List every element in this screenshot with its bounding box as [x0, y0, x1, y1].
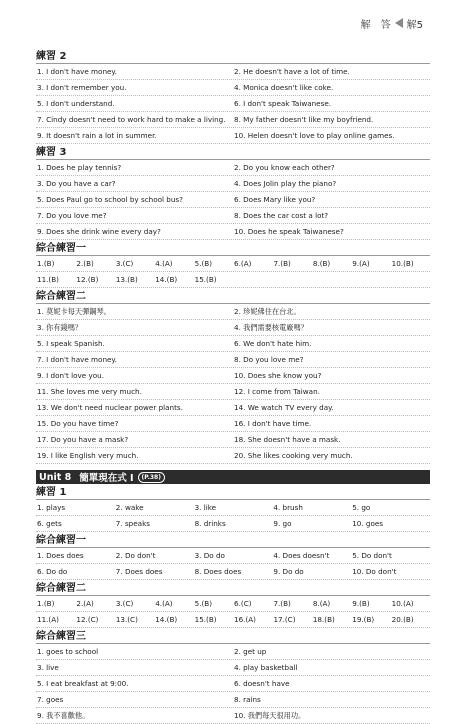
- answer-item: 7. speaks: [115, 519, 150, 528]
- answer-item: 14.(B): [155, 275, 178, 284]
- answer-item: 8. Does does: [194, 567, 242, 576]
- answer-item: [312, 272, 351, 287]
- answer-item: 5. Does Paul go to school by school bus?: [37, 195, 183, 204]
- answer-item: 2. 珍妮佛住在台北。: [234, 307, 301, 316]
- answer-row: [36, 64, 430, 80]
- answer-item: 10. Do don't: [352, 567, 397, 576]
- answer-item: 13.(B): [115, 275, 138, 284]
- answer-row: [36, 176, 430, 192]
- answer-item: 4.(A): [155, 599, 173, 608]
- answer-item: 1. 莫妮卡每天彈鋼琴。: [37, 307, 111, 316]
- arrow-icon: [395, 18, 403, 28]
- answer-row: [36, 304, 430, 320]
- answer-item: 7. I don't have money.: [37, 355, 117, 364]
- answer-item: 3. Do do: [194, 551, 225, 560]
- answer-item: 5. I don't understand.: [37, 99, 115, 108]
- answer-item: 12.(C): [76, 615, 99, 624]
- answer-row: [36, 676, 430, 692]
- answer-item: 8.(A): [312, 599, 331, 608]
- answer-item: 11. She loves me very much.: [37, 387, 142, 396]
- answer-row: [36, 400, 430, 416]
- answer-item: 6. doesn't have: [234, 679, 290, 688]
- answer-item: 16. I don't have time.: [234, 419, 312, 428]
- answer-item: 15.(B): [194, 275, 217, 284]
- answer-item: 4. Monica doesn't like coke.: [234, 83, 334, 92]
- answer-item: 10.(B): [391, 259, 414, 268]
- answer-row: [36, 448, 430, 464]
- answer-item: 6. We don't hate him.: [234, 339, 312, 348]
- answer-item: 8. drinks: [194, 519, 226, 528]
- answer-row: [36, 352, 430, 368]
- answer-item: 8. Does the car cost a lot?: [234, 211, 329, 220]
- answer-item: 4. 我們需要核電廠嗎？: [234, 323, 308, 332]
- answer-item: 18.(B): [312, 615, 335, 624]
- answer-item: 8. Do you love me?: [234, 355, 304, 364]
- answer-item: 5.(B): [194, 599, 213, 608]
- answer-row: [36, 224, 430, 240]
- answer-item: 2. Do don't: [115, 551, 156, 560]
- part-two: [36, 487, 430, 724]
- answer-item: 5.(B): [194, 259, 213, 268]
- answer-item: 5. Do don't: [352, 551, 392, 560]
- section-title: 練習 3: [36, 147, 430, 160]
- answer-row: [36, 692, 430, 708]
- section-title: 綜合練習一: [36, 535, 430, 548]
- answer-item: 3. live: [37, 663, 59, 672]
- answer-item: 4.(A): [155, 259, 173, 268]
- page-number: 解5: [406, 19, 423, 31]
- answer-item: 9. Does she drink wine every day?: [37, 227, 161, 236]
- answer-item: 9.(B): [352, 599, 370, 608]
- answer-row: [36, 564, 430, 580]
- answer-item: 5. go: [352, 503, 371, 512]
- answer-item: 5. I eat breakfast at 9:00.: [37, 679, 129, 688]
- answer-item: 6. Does Mary like you?: [234, 195, 316, 204]
- answer-item: 2. Do you know each other?: [234, 163, 335, 172]
- answer-item: [272, 272, 311, 287]
- answer-item: 3.(C): [115, 259, 134, 268]
- answer-row: [36, 80, 430, 96]
- answer-item: [351, 272, 390, 287]
- answer-row: [36, 500, 430, 516]
- answer-row: [36, 368, 430, 384]
- answer-row: [36, 96, 430, 112]
- section-title: 綜合練習三: [36, 631, 430, 644]
- answer-row: [36, 660, 430, 676]
- answer-row: [36, 160, 430, 176]
- unit-label: Unit 8: [39, 471, 72, 483]
- answer-item: 17. Do you have a mask?: [37, 435, 129, 444]
- answer-item: 19.(B): [352, 615, 375, 624]
- answer-item: 3. I don't remember you.: [37, 83, 127, 92]
- answer-item: 2. He doesn't have a lot of time.: [234, 67, 350, 76]
- section-title: 練習 1: [36, 487, 430, 500]
- section-title: 練習 2: [36, 51, 430, 64]
- answer-item: 2. get up: [234, 647, 267, 656]
- answer-content: [36, 48, 430, 724]
- answer-item: 15.(B): [194, 615, 217, 624]
- answer-row: [36, 128, 430, 144]
- answer-row: [36, 384, 430, 400]
- answer-row: [36, 432, 430, 448]
- answer-row: [36, 320, 430, 336]
- answer-item: 10. Does she know you?: [234, 371, 322, 380]
- answer-item: 12.(B): [76, 275, 99, 284]
- answer-row: [36, 596, 430, 612]
- answer-item: 2.(A): [76, 599, 94, 608]
- answer-row: [36, 112, 430, 128]
- answer-item: 1.(B): [37, 599, 55, 608]
- answer-item: 1. I don't have money.: [37, 67, 117, 76]
- answer-item: 1.(B): [37, 259, 55, 268]
- answer-item: 9. I don't love you.: [37, 371, 104, 380]
- answer-item: 4. brush: [273, 503, 303, 512]
- answer-item: 9. 我不喜歡他。: [37, 711, 90, 720]
- answer-item: 9.(A): [352, 259, 370, 268]
- answer-item: 10. Helen doesn't love to play online games.: [234, 131, 395, 140]
- answer-row: [36, 272, 430, 288]
- page-header: [361, 16, 423, 30]
- answer-item: 10. Does he speak Taiwanese?: [234, 227, 344, 236]
- answer-row: [36, 612, 430, 628]
- part-one: [36, 51, 430, 464]
- answer-item: 7.(B): [273, 259, 291, 268]
- answer-row: [36, 256, 430, 272]
- section-title: 綜合練習二: [36, 291, 430, 304]
- answer-item: 2. wake: [115, 503, 144, 512]
- section-title: 綜合練習一: [36, 243, 430, 256]
- answer-item: 5. I speak Spanish.: [37, 339, 105, 348]
- answer-item: 4. Does doesn't: [273, 551, 330, 560]
- answer-item: 4. Does Jolin play the piano?: [234, 179, 337, 188]
- answer-row: [36, 708, 430, 724]
- header-label: 解 答: [360, 19, 391, 31]
- answer-item: 3.(C): [115, 599, 134, 608]
- answer-item: 7.(B): [273, 599, 291, 608]
- answer-item: 18. She doesn't have a mask.: [234, 435, 341, 444]
- answer-item: 1. plays: [37, 503, 66, 512]
- answer-item: 4. play basketball: [234, 663, 298, 672]
- answer-row: [36, 192, 430, 208]
- answer-item: 7. goes: [37, 695, 64, 704]
- answer-item: 6.(A): [234, 259, 252, 268]
- answer-row: [36, 548, 430, 564]
- answer-item: 6. Do do: [37, 567, 68, 576]
- unit-banner: [36, 470, 430, 484]
- answer-item: 10.(A): [391, 599, 414, 608]
- answer-item: [233, 272, 272, 287]
- answer-item: 2.(B): [76, 259, 94, 268]
- unit-subtitle: 簡單現在式 I: [79, 473, 134, 484]
- answer-item: 9. It doesn't rain a lot in summer.: [37, 131, 157, 140]
- answer-row: [36, 516, 430, 532]
- answer-item: 1. Does does: [37, 551, 84, 560]
- answer-item: 20.(B): [391, 615, 414, 624]
- answer-item: 17.(C): [273, 615, 296, 624]
- answer-item: 9. Do do: [273, 567, 304, 576]
- answer-item: 3. 你有錢嗎？: [37, 323, 83, 332]
- answer-item: 10. goes: [352, 519, 384, 528]
- answer-row: [36, 644, 430, 660]
- answer-item: 13. We don't need nuclear power plants.: [37, 403, 183, 412]
- unit-page-ref: (P.38): [138, 472, 165, 483]
- answer-item: 1. Does he play tennis?: [37, 163, 122, 172]
- answer-item: 3. like: [194, 503, 217, 512]
- answer-item: 6.(C): [234, 599, 252, 608]
- answer-item: 10. 我們每天很用功。: [234, 711, 306, 720]
- answer-item: 13.(C): [115, 615, 138, 624]
- answer-row: [36, 208, 430, 224]
- answer-row: [36, 336, 430, 352]
- answer-item: 19. I like English very much.: [37, 451, 139, 460]
- answer-item: 11.(B): [37, 275, 59, 284]
- answer-item: 12. I come from Taiwan.: [234, 387, 320, 396]
- answer-item: 7. Does does: [115, 567, 163, 576]
- answer-row: [36, 416, 430, 432]
- answer-item: 6. I don't speak Taiwanese.: [234, 99, 332, 108]
- answer-item: 8. rains: [234, 695, 261, 704]
- section-title: 綜合練習二: [36, 583, 430, 596]
- answer-item: 3. Do you have a car?: [37, 179, 116, 188]
- answer-item: 1. goes to school: [37, 647, 99, 656]
- answer-item: 14.(B): [155, 615, 178, 624]
- answer-item: 7. Do you love me?: [37, 211, 107, 220]
- answer-item: [391, 272, 430, 287]
- answer-item: 14. We watch TV every day.: [234, 403, 334, 412]
- answer-item: 8.(B): [312, 259, 331, 268]
- answer-item: 7. Cindy doesn't need to work hard to make a living.: [37, 115, 226, 124]
- answer-item: 9. go: [273, 519, 292, 528]
- answer-item: 15. Do you have time?: [37, 419, 119, 428]
- answer-item: 6. gets: [37, 519, 62, 528]
- answer-item: 20. She likes cooking very much.: [234, 451, 353, 460]
- answer-item: 16.(A): [234, 615, 256, 624]
- answer-item: 8. My father doesn't like my boyfriend.: [234, 115, 374, 124]
- answer-item: 11.(A): [37, 615, 59, 624]
